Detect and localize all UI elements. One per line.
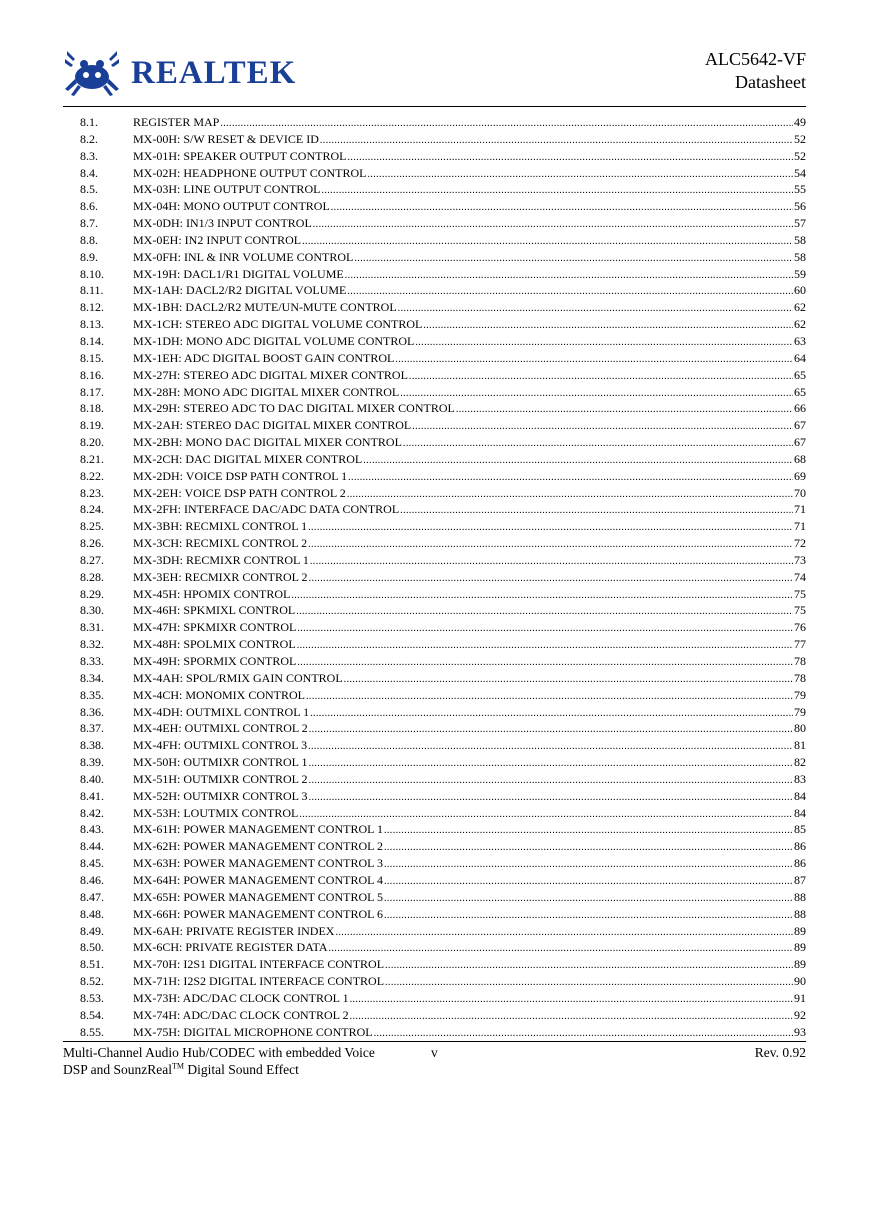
toc-entry-title: MX-47H: SPKMIXR CONTROL (133, 620, 297, 635)
footer-divider (63, 1041, 806, 1042)
toc-entry-number: 8.41. (80, 788, 104, 803)
toc-entry-title: MX-2AH: STEREO DAC DIGITAL MIXER CONTROL (133, 418, 412, 433)
toc-entry-title: MX-2FH: INTERFACE DAC/ADC DATA CONTROL (133, 502, 400, 517)
realtek-logo (63, 48, 296, 98)
toc-entry[interactable] (63, 990, 806, 1007)
toc-entry-number: 8.21. (80, 451, 104, 466)
toc-entry-page: 89 (794, 957, 806, 972)
toc-entry-page: 69 (794, 468, 806, 483)
toc-entry-title: MX-73H: ADC/DAC CLOCK CONTROL 1 (133, 990, 349, 1005)
toc-entry[interactable] (63, 653, 806, 670)
toc-entry-title: MX-03H: LINE OUTPUT CONTROL (133, 182, 321, 197)
toc-entry-number: 8.12. (80, 300, 104, 315)
toc-entry-title: MX-0FH: INL & INR VOLUME CONTROL (133, 249, 354, 264)
toc-dot-leader (374, 1024, 793, 1043)
toc-entry-title: MX-71H: I2S2 DIGITAL INTERFACE CONTROL (133, 974, 385, 989)
toc-entry-number: 8.48. (80, 906, 104, 921)
toc-entry-title: MX-65H: POWER MANAGEMENT CONTROL 5 (133, 889, 383, 904)
toc-entry[interactable] (63, 148, 806, 165)
toc-entry-number: 8.42. (80, 805, 104, 820)
toc-entry[interactable] (63, 114, 806, 131)
toc-entry[interactable] (63, 569, 806, 586)
toc-entry[interactable] (63, 1007, 806, 1024)
toc-entry-page: 86 (794, 839, 806, 854)
toc-entry-title: MX-66H: POWER MANAGEMENT CONTROL 6 (133, 906, 383, 921)
toc-entry[interactable] (63, 266, 806, 283)
toc-entry[interactable] (63, 165, 806, 182)
toc-entry[interactable] (63, 1024, 806, 1041)
toc-entry-page: 71 (794, 502, 806, 517)
toc-entry-page: 70 (794, 485, 806, 500)
toc-entry-title: MX-01H: SPEAKER OUTPUT CONTROL (133, 148, 347, 163)
toc-entry-title: MX-75H: DIGITAL MICROPHONE CONTROL (133, 1024, 373, 1039)
toc-entry[interactable] (63, 552, 806, 569)
document-title: ALC5642-VF (704, 49, 806, 69)
toc-entry-page: 73 (794, 552, 806, 567)
toc-entry-number: 8.16. (80, 367, 104, 382)
toc-entry-number: 8.14. (80, 333, 104, 348)
toc-entry-number: 8.2. (80, 131, 98, 146)
toc-entry-title: MX-3BH: RECMIXL CONTROL 1 (133, 519, 308, 534)
toc-entry-number: 8.49. (80, 923, 104, 938)
toc-entry-number: 8.37. (80, 721, 104, 736)
toc-entry-number: 8.30. (80, 603, 104, 618)
toc-entry-number: 8.24. (80, 502, 104, 517)
toc-entry-number: 8.18. (80, 401, 104, 416)
toc-entry[interactable] (63, 249, 806, 266)
toc-entry[interactable] (63, 737, 806, 754)
toc-entry-page: 55 (794, 182, 806, 197)
toc-entry-number: 8.1. (80, 115, 98, 129)
toc-entry[interactable] (63, 181, 806, 198)
toc-entry-page: 82 (794, 755, 806, 770)
toc-entry-number: 8.47. (80, 889, 104, 904)
toc-entry-number: 8.45. (80, 856, 104, 871)
toc-entry-number: 8.36. (80, 704, 104, 719)
toc-entry[interactable] (63, 788, 806, 805)
toc-entry-page: 81 (794, 738, 806, 753)
toc-entry[interactable] (63, 518, 806, 535)
toc-entry-number: 8.19. (80, 418, 104, 433)
toc-entry[interactable] (63, 384, 806, 401)
footer-revision: Rev. 0.92 (754, 1045, 806, 1060)
toc-entry-title: MX-04H: MONO OUTPUT CONTROL (133, 199, 330, 214)
toc-entry-title: MX-3EH: RECMIXR CONTROL 2 (133, 569, 308, 584)
toc-entry[interactable] (63, 939, 806, 956)
toc-entry-number: 8.34. (80, 670, 104, 685)
toc-entry-number: 8.4. (80, 165, 98, 180)
toc-entry-page: 52 (794, 131, 806, 146)
toc-entry-number: 8.40. (80, 771, 104, 786)
toc-entry-title: MX-4DH: OUTMIXL CONTROL 1 (133, 704, 310, 719)
toc-entry[interactable] (63, 316, 806, 333)
toc-entry-number: 8.43. (80, 822, 104, 837)
toc-entry-page: 75 (794, 603, 806, 618)
toc-entry-title: MX-51H: OUTMIXR CONTROL 2 (133, 771, 308, 786)
footer-line-2-prefix: DSP and SounzReal (63, 1061, 172, 1077)
toc-entry-title: MX-2CH: DAC DIGITAL MIXER CONTROL (133, 451, 363, 466)
toc-entry-title: MX-2DH: VOICE DSP PATH CONTROL 1 (133, 468, 348, 483)
toc-entry-page: 84 (794, 788, 806, 803)
toc-entry-page: 49 (794, 115, 806, 129)
toc-entry-title: MX-1DH: MONO ADC DIGITAL VOLUME CONTROL (133, 333, 415, 348)
toc-entry-number: 8.10. (80, 266, 104, 281)
toc-entry[interactable] (63, 720, 806, 737)
toc-entry-page: 77 (794, 637, 806, 652)
toc-entry-title: MX-4FH: OUTMIXL CONTROL 3 (133, 738, 308, 753)
toc-entry-page: 71 (794, 519, 806, 534)
toc-entry-number: 8.39. (80, 755, 104, 770)
toc-entry-title: MX-45H: HPOMIX CONTROL (133, 586, 291, 601)
toc-entry-title: MX-19H: DACL1/R1 DIGITAL VOLUME (133, 266, 344, 281)
toc-entry-number: 8.11. (80, 283, 104, 298)
toc-entry[interactable] (63, 923, 806, 940)
toc-entry-number: 8.26. (80, 536, 104, 551)
toc-entry[interactable] (63, 282, 806, 299)
toc-entry[interactable] (63, 535, 806, 552)
toc-entry[interactable] (63, 131, 806, 148)
toc-entry-page: 93 (794, 1024, 806, 1039)
toc-entry-title: MX-53H: LOUTMIX CONTROL (133, 805, 299, 820)
footer-line-2-suffix: Digital Sound Effect (184, 1061, 299, 1077)
toc-entry-title: MX-1BH: DACL2/R2 MUTE/UN-MUTE CONTROL (133, 300, 397, 315)
toc-entry-page: 79 (794, 704, 806, 719)
toc-entry-title: MX-1EH: ADC DIGITAL BOOST GAIN CONTROL (133, 350, 395, 365)
toc-entry[interactable] (63, 619, 806, 636)
toc-entry-number: 8.9. (80, 249, 98, 264)
toc-entry[interactable] (63, 889, 806, 906)
toc-entry-number: 8.3. (80, 148, 98, 163)
toc-entry-title: MX-46H: SPKMIXL CONTROL (133, 603, 296, 618)
toc-entry-number: 8.8. (80, 232, 98, 247)
toc-entry-title: MX-2BH: MONO DAC DIGITAL MIXER CONTROL (133, 435, 402, 450)
toc-entry[interactable] (63, 670, 806, 687)
toc-entry-number: 8.6. (80, 199, 98, 214)
toc-entry-title: MX-63H: POWER MANAGEMENT CONTROL 3 (133, 856, 383, 871)
toc-entry-page: 86 (794, 856, 806, 871)
toc-entry-page: 54 (794, 165, 806, 180)
table-of-contents (63, 114, 806, 1040)
toc-entry-title: MX-4EH: OUTMIXL CONTROL 2 (133, 721, 308, 736)
toc-entry-page: 91 (794, 990, 806, 1005)
toc-entry[interactable] (63, 417, 806, 434)
toc-entry[interactable] (63, 872, 806, 889)
toc-entry-title: MX-1CH: STEREO ADC DIGITAL VOLUME CONTROL (133, 317, 423, 332)
toc-entry-page: 84 (794, 805, 806, 820)
toc-entry-number: 8.50. (80, 940, 104, 955)
toc-entry-page: 62 (794, 317, 806, 332)
toc-entry-number: 8.7. (80, 216, 98, 231)
toc-entry-title: MX-4CH: MONOMIX CONTROL (133, 687, 306, 702)
toc-entry-title: MX-27H: STEREO ADC DIGITAL MIXER CONTROL (133, 367, 408, 382)
toc-entry-page: 89 (794, 940, 806, 955)
toc-entry-number: 8.44. (80, 839, 104, 854)
toc-entry-page: 59 (794, 266, 806, 281)
toc-entry-number: 8.13. (80, 317, 104, 332)
footer-description (63, 1045, 375, 1078)
toc-entry-page: 80 (794, 721, 806, 736)
toc-entry-title: MX-6AH: PRIVATE REGISTER INDEX (133, 923, 335, 938)
toc-entry-title: MX-50H: OUTMIXR CONTROL 1 (133, 755, 308, 770)
toc-entry[interactable] (63, 400, 806, 417)
page-header (63, 44, 806, 102)
toc-entry-page: 62 (794, 300, 806, 315)
toc-entry[interactable] (63, 973, 806, 990)
toc-entry-number: 8.25. (80, 519, 104, 534)
toc-entry-number: 8.51. (80, 957, 104, 972)
toc-entry[interactable] (63, 215, 806, 232)
logo-wordmark: REALTEK (131, 54, 297, 91)
toc-entry-title: MX-4AH: SPOL/RMIX GAIN CONTROL (133, 670, 343, 685)
toc-entry-title: MX-3DH: RECMIXR CONTROL 1 (133, 552, 309, 567)
toc-entry-title: MX-0DH: IN1/3 INPUT CONTROL (133, 216, 312, 231)
toc-entry[interactable] (63, 468, 806, 485)
toc-entry[interactable] (63, 232, 806, 249)
toc-entry-number: 8.23. (80, 485, 104, 500)
toc-entry-page: 74 (794, 569, 806, 584)
footer-page-number: v (431, 1045, 438, 1060)
toc-entry-page: 88 (794, 889, 806, 904)
toc-entry-title: MX-52H: OUTMIXR CONTROL 3 (133, 788, 308, 803)
toc-entry[interactable] (63, 754, 806, 771)
toc-entry-title: MX-02H: HEADPHONE OUTPUT CONTROL (133, 165, 367, 180)
toc-entry-page: 76 (794, 620, 806, 635)
toc-entry[interactable] (63, 704, 806, 721)
toc-entry-page: 66 (794, 401, 806, 416)
toc-entry-number: 8.29. (80, 586, 104, 601)
toc-entry-page: 60 (794, 283, 806, 298)
toc-entry-page: 89 (794, 923, 806, 938)
crab-logo-icon (63, 49, 121, 97)
toc-entry[interactable] (63, 805, 806, 822)
toc-entry[interactable] (63, 821, 806, 838)
footer-line-1: Multi-Channel Audio Hub/CODEC with embedded Voice (63, 1045, 375, 1060)
toc-entry-title: MX-49H: SPORMIX CONTROL (133, 654, 297, 668)
toc-entry[interactable] (63, 350, 806, 367)
toc-entry-page: 56 (794, 199, 806, 214)
toc-entry-number: 8.15. (80, 350, 104, 365)
toc-entry-page: 58 (794, 232, 806, 247)
toc-entry[interactable] (63, 906, 806, 923)
toc-entry-page: 87 (794, 872, 806, 887)
toc-entry-number: 8.35. (80, 687, 104, 702)
toc-entry-number: 8.52. (80, 974, 104, 989)
toc-entry-title: MX-62H: POWER MANAGEMENT CONTROL 2 (133, 839, 383, 854)
toc-entry-page: 79 (794, 687, 806, 702)
toc-entry-title: REGISTER MAP (133, 115, 220, 129)
toc-entry[interactable] (63, 367, 806, 384)
toc-entry-number: 8.31. (80, 620, 104, 635)
toc-entry-page: 67 (794, 418, 806, 433)
toc-entry-number: 8.53. (80, 990, 104, 1005)
toc-entry[interactable] (63, 602, 806, 619)
toc-entry[interactable] (63, 198, 806, 215)
toc-entry-page: 90 (794, 974, 806, 989)
toc-entry[interactable] (63, 333, 806, 350)
toc-entry-page: 88 (794, 906, 806, 921)
toc-entry-title: MX-48H: SPOLMIX CONTROL (133, 637, 296, 652)
toc-entry-number: 8.17. (80, 384, 104, 399)
toc-entry[interactable] (63, 636, 806, 653)
toc-entry[interactable] (63, 451, 806, 468)
toc-entry[interactable] (63, 586, 806, 603)
header-divider (63, 106, 806, 107)
toc-entry[interactable] (63, 299, 806, 316)
toc-entry-title: MX-61H: POWER MANAGEMENT CONTROL 1 (133, 822, 383, 837)
document-meta (705, 48, 806, 94)
toc-entry-page: 64 (794, 350, 806, 365)
document-type: Datasheet (735, 72, 806, 92)
toc-entry-number: 8.5. (80, 182, 98, 197)
footer-line-2 (63, 1062, 375, 1079)
toc-entry-page: 67 (794, 435, 806, 450)
toc-entry-page: 92 (794, 1007, 806, 1022)
toc-entry[interactable] (63, 771, 806, 788)
toc-entry-page: 78 (794, 670, 806, 685)
toc-entry-number: 8.22. (80, 468, 104, 483)
toc-entry-number: 8.27. (80, 552, 104, 567)
toc-entry-page: 52 (794, 148, 806, 163)
toc-entry-title: MX-0EH: IN2 INPUT CONTROL (133, 232, 302, 247)
toc-entry[interactable] (63, 485, 806, 502)
toc-entry-page: 85 (794, 822, 806, 837)
toc-entry-title: MX-3CH: RECMIXL CONTROL 2 (133, 536, 308, 551)
trademark-mark: TM (172, 1061, 184, 1070)
toc-entry-number: 8.54. (80, 1007, 104, 1022)
toc-entry-number: 8.28. (80, 569, 104, 584)
toc-entry-page: 78 (794, 654, 806, 668)
toc-entry-page: 65 (794, 367, 806, 382)
toc-entry-title: MX-64H: POWER MANAGEMENT CONTROL 4 (133, 872, 383, 887)
toc-entry-page: 65 (794, 384, 806, 399)
toc-entry-title: MX-70H: I2S1 DIGITAL INTERFACE CONTROL (133, 957, 385, 972)
toc-entry[interactable] (63, 838, 806, 855)
toc-entry-page: 75 (794, 586, 806, 601)
toc-entry-title: MX-6CH: PRIVATE REGISTER DATA (133, 940, 328, 955)
toc-entry-number: 8.38. (80, 738, 104, 753)
toc-entry-number: 8.20. (80, 435, 104, 450)
toc-entry-title: MX-74H: ADC/DAC CLOCK CONTROL 2 (133, 1007, 349, 1022)
toc-entry-title: MX-28H: MONO ADC DIGITAL MIXER CONTROL (133, 384, 400, 399)
toc-entry-page: 57 (794, 216, 806, 231)
toc-entry-title: MX-00H: S/W RESET & DEVICE ID (133, 131, 319, 146)
toc-entry-number: 8.33. (80, 654, 104, 668)
toc-entry-title: MX-2EH: VOICE DSP PATH CONTROL 2 (133, 485, 346, 500)
toc-entry-number: 8.55. (80, 1024, 104, 1039)
toc-entry-page: 63 (794, 333, 806, 348)
toc-entry[interactable] (63, 687, 806, 704)
toc-entry-title: MX-29H: STEREO ADC TO DAC DIGITAL MIXER CONTROL (133, 401, 455, 416)
toc-entry-title: MX-1AH: DACL2/R2 DIGITAL VOLUME (133, 283, 347, 298)
toc-entry[interactable] (63, 434, 806, 451)
toc-entry-page: 72 (794, 536, 806, 551)
toc-entry-number: 8.32. (80, 637, 104, 652)
toc-entry[interactable] (63, 956, 806, 973)
toc-entry[interactable] (63, 855, 806, 872)
toc-entry-page: 68 (794, 451, 806, 466)
toc-entry-number: 8.46. (80, 872, 104, 887)
toc-entry-page: 83 (794, 771, 806, 786)
toc-entry-page: 58 (794, 249, 806, 264)
toc-entry[interactable] (63, 501, 806, 518)
